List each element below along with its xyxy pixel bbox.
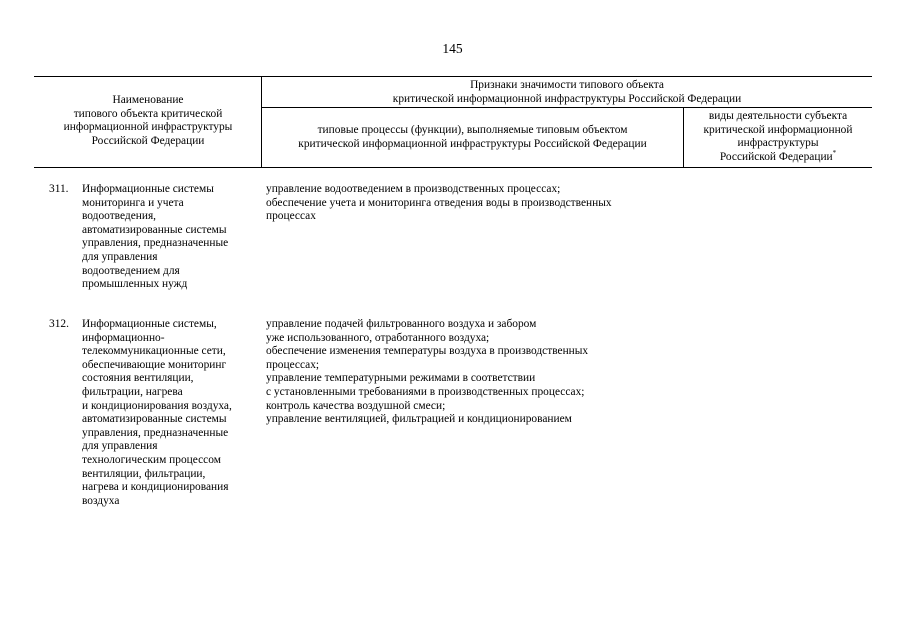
row-311-name: Информационные системы мониторинга и учета водоотведения, автоматизированные системы управления, предназначенные для управления водоотведением для промышленных нужд xyxy=(82,183,229,291)
header-bottom-rule xyxy=(34,167,872,168)
row-312-number: 312. xyxy=(49,318,69,330)
page-number: 145 xyxy=(442,41,463,56)
header-sub-rule xyxy=(262,107,872,108)
row-311-processes: управление водоотведением в производственных процессах; обеспечение учета и мониторинга отведения воды в производственных процессах xyxy=(266,183,612,223)
row-312-processes: управление подачей фильтрованного воздуха и забором уже использованного, отработанного воздуха; обеспечение изменения температуры воздуха в производственных процессах; управление температурными режимами в соответствии с установленными требованиями в производственных процессах; контроль качества воздушной смеси; управление вентиляцией, фильтрацией и кондиционированием xyxy=(266,318,589,426)
footnote-mark: * xyxy=(832,148,837,157)
row-311-number: 311. xyxy=(49,183,69,195)
header-signs-title: Признаки значимости типового объекта критической информационной инфраструктуры Российской Федерации xyxy=(392,79,742,105)
header-processes-column: типовые процессы (функции), выполняемые типовым объектом критической информационной инфраструктуры Российской Федерации xyxy=(298,124,647,150)
header-name-column: Наименование типового объекта критической информационной инфраструктуры Российской Федерации xyxy=(63,94,233,147)
header-activities-column: виды деятельности субъекта критической информационной инфраструктуры Российской Федерации* xyxy=(703,110,853,163)
table-top-rule xyxy=(34,76,872,77)
row-312-name: Информационные системы, информационно- телекоммуникационные сети, обеспечивающие мониторинг состояния вентиляции, фильтрации, нагрева и кондиционирования воздуха, автоматизированные системы управления, предназначенные для управления технологическим процессом вентиляции, фильтрации, нагрева и кондиционирования воздуха xyxy=(82,318,232,507)
